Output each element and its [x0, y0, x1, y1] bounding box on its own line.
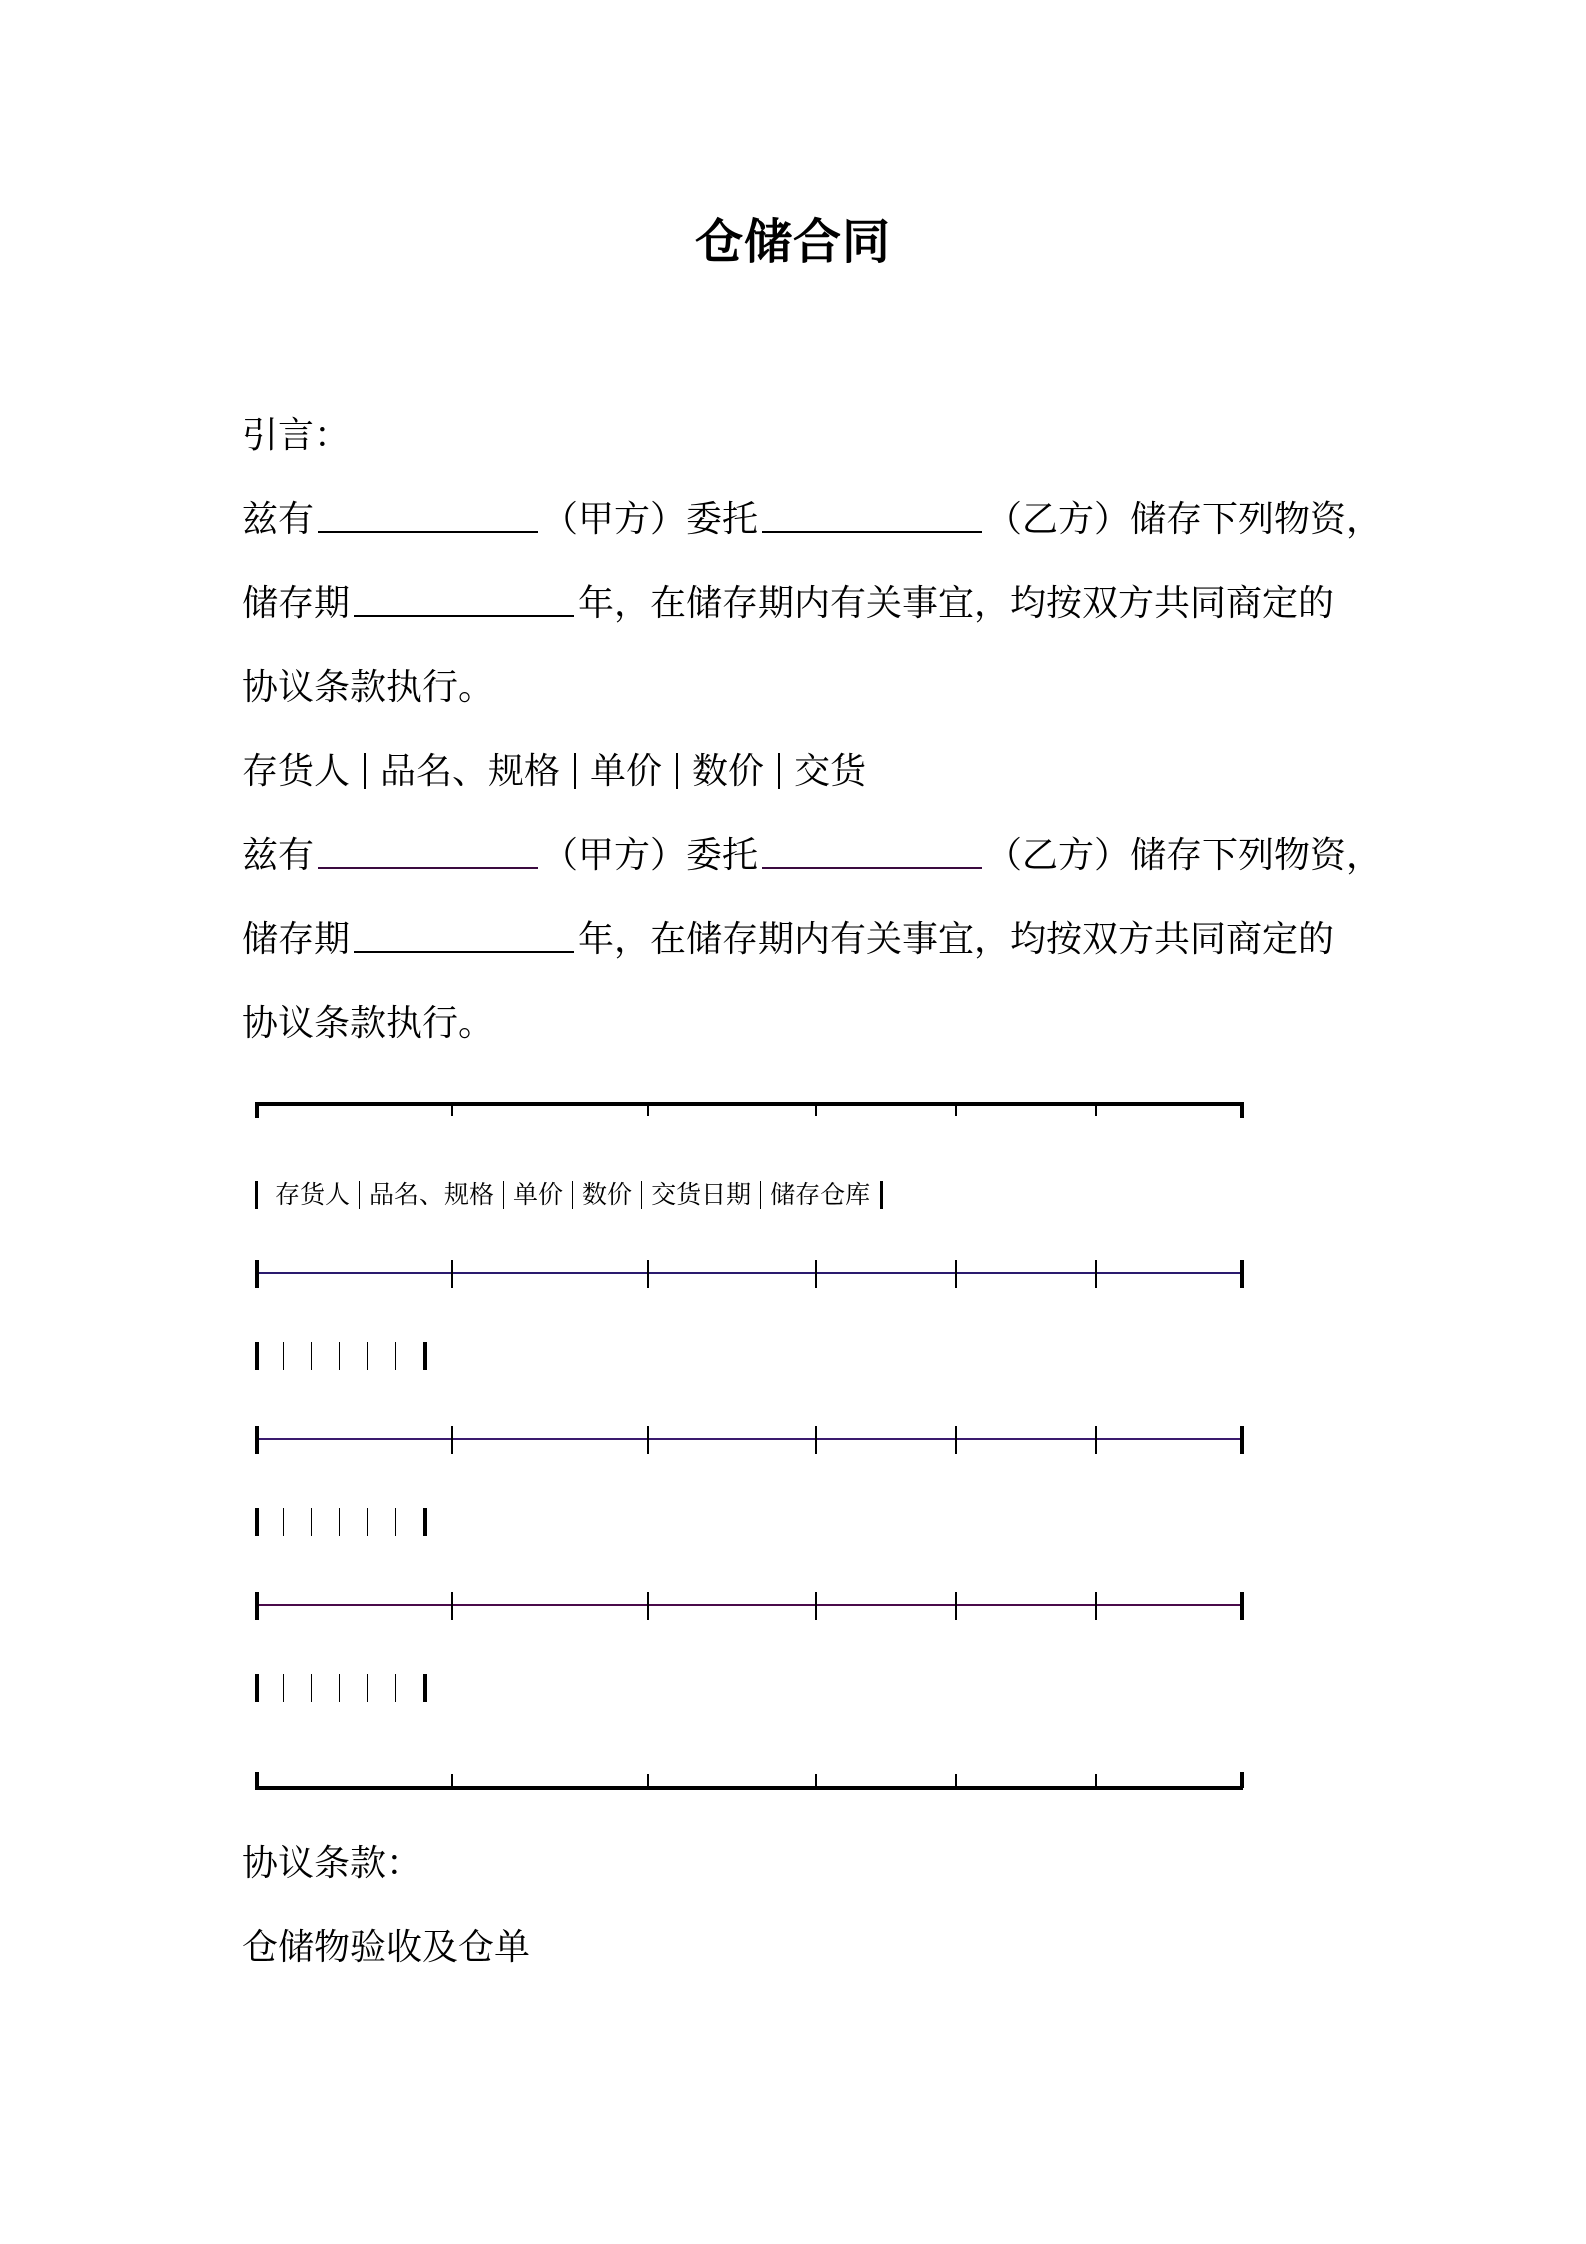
rule-edge: [255, 1102, 259, 1118]
rule-tick: [1095, 1102, 1097, 1116]
rule-tick: [451, 1102, 453, 1116]
column-header: 储存仓库: [770, 1180, 871, 1209]
column-header: 交货日期: [651, 1180, 752, 1209]
document-title: 仓储合同: [694, 214, 891, 270]
party-b-blank[interactable]: [762, 865, 982, 869]
table-border: [880, 1181, 883, 1209]
agreement-label: 协议条款：: [242, 1843, 423, 1884]
row-border: [423, 1508, 427, 1536]
party-b-blank[interactable]: [762, 529, 982, 533]
header-item: 交货: [794, 751, 867, 792]
rule-tick: [815, 1426, 817, 1454]
table-empty-row: [255, 1508, 435, 1536]
row-cell-separator: [339, 1508, 340, 1536]
rule-tick: [955, 1426, 957, 1454]
row-cell-separator: [395, 1342, 396, 1370]
rule-edge: [1240, 1102, 1244, 1118]
intro-paragraph-1-line-2: [242, 580, 1334, 628]
rule-tick: [815, 1592, 817, 1620]
header-item: 存货人: [242, 751, 351, 792]
row-cell-separator: [339, 1674, 340, 1702]
row-cell-separator: [311, 1342, 312, 1370]
table-border: [255, 1181, 258, 1209]
row-cell-separator: [283, 1342, 284, 1370]
rule-tick: [451, 1592, 453, 1620]
separator: [574, 753, 576, 789]
row-cell-separator: [367, 1508, 368, 1536]
rule-tick: [815, 1260, 817, 1288]
table-row-rule: [255, 1424, 1243, 1464]
rule-edge: [255, 1426, 259, 1454]
intro-paragraph-2-line-3: 协议条款执行。: [242, 1003, 495, 1044]
column-separator: [503, 1181, 504, 1209]
rule-tick: [647, 1592, 649, 1620]
rule-edge: [1240, 1260, 1244, 1288]
table-bottom-rule: [255, 1756, 1243, 1796]
column-header: 单价: [513, 1180, 564, 1209]
rule-tick: [647, 1774, 649, 1788]
rule-edge: [255, 1260, 259, 1288]
table-row-rule: [255, 1590, 1243, 1630]
table-row-rule: [255, 1258, 1243, 1298]
storage-period-blank[interactable]: [354, 613, 574, 617]
row-border: [255, 1674, 259, 1702]
rule-tick: [1095, 1426, 1097, 1454]
separator: [364, 753, 366, 789]
column-header: 数价: [582, 1180, 633, 1209]
text-prefix: 储存期: [242, 583, 351, 624]
row-border: [255, 1342, 259, 1370]
row-cell-separator: [311, 1508, 312, 1536]
column-header: 存货人: [275, 1180, 351, 1209]
text-party-b: （乙方）储存下列物资，: [986, 835, 1383, 876]
rule-tick: [955, 1102, 957, 1116]
rule-tick: [451, 1774, 453, 1788]
text-suffix: 年，在储存期内有关事宜，均按双方共同商定的: [578, 583, 1335, 624]
rule-tick: [1095, 1592, 1097, 1620]
text-party-a: （甲方）委托: [542, 835, 759, 876]
column-separator: [572, 1181, 573, 1209]
rule-edge: [255, 1772, 259, 1788]
rule-tick: [815, 1774, 817, 1788]
text-prefix: 兹有: [242, 499, 315, 540]
table-empty-row: [255, 1342, 435, 1370]
rule-tick: [647, 1260, 649, 1288]
text-party-b: （乙方）储存下列物资，: [986, 499, 1383, 540]
header-item: 数价: [692, 751, 765, 792]
row-cell-separator: [395, 1674, 396, 1702]
rule-tick: [647, 1102, 649, 1116]
text-party-a: （甲方）委托: [542, 499, 759, 540]
row-cell-separator: [283, 1674, 284, 1702]
rule-tick: [647, 1426, 649, 1454]
rule-tick: [1095, 1774, 1097, 1788]
text-prefix: 储存期: [242, 919, 351, 960]
intro-paragraph-1-line-1: [242, 496, 1382, 544]
row-cell-separator: [283, 1508, 284, 1536]
rule-tick: [451, 1426, 453, 1454]
intro-label: 引言：: [242, 415, 351, 456]
intro-paragraph-2-line-2: [242, 916, 1334, 964]
section-heading: 仓储物验收及仓单: [242, 1927, 531, 1968]
row-cell-separator: [395, 1508, 396, 1536]
table-top-rule: [255, 1100, 1243, 1140]
row-cell-separator: [311, 1674, 312, 1702]
row-cell-separator: [339, 1342, 340, 1370]
text-prefix: 兹有: [242, 835, 315, 876]
separator: [676, 753, 678, 789]
row-cell-separator: [367, 1674, 368, 1702]
header-item: 品名、规格: [380, 751, 561, 792]
intro-paragraph-2-line-1: [242, 832, 1382, 880]
storage-period-blank[interactable]: [354, 949, 574, 953]
rule-tick: [1095, 1260, 1097, 1288]
separator: [778, 753, 780, 789]
table-empty-row: [255, 1674, 435, 1702]
text-suffix: 年，在储存期内有关事宜，均按双方共同商定的: [578, 919, 1335, 960]
party-a-blank[interactable]: [318, 865, 538, 869]
row-border: [255, 1508, 259, 1536]
rule-tick: [815, 1102, 817, 1116]
column-separator: [760, 1181, 761, 1209]
intro-paragraph-1-line-3: 协议条款执行。: [242, 667, 495, 708]
table-header-row: [255, 1178, 883, 1212]
column-separator: [641, 1181, 642, 1209]
rule-tick: [955, 1592, 957, 1620]
row-border: [423, 1674, 427, 1702]
row-border: [423, 1342, 427, 1370]
rule-tick: [451, 1260, 453, 1288]
rule-edge: [1240, 1592, 1244, 1620]
column-separator: [359, 1181, 360, 1209]
column-header: 品名、规格: [369, 1180, 495, 1209]
party-a-blank[interactable]: [318, 529, 538, 533]
rule-edge: [1240, 1426, 1244, 1454]
rule-edge: [1240, 1772, 1244, 1788]
rule-tick: [955, 1260, 957, 1288]
header-item: 单价: [590, 751, 663, 792]
rule-edge: [255, 1592, 259, 1620]
header-line: [242, 748, 866, 796]
row-cell-separator: [367, 1342, 368, 1370]
rule-tick: [955, 1774, 957, 1788]
